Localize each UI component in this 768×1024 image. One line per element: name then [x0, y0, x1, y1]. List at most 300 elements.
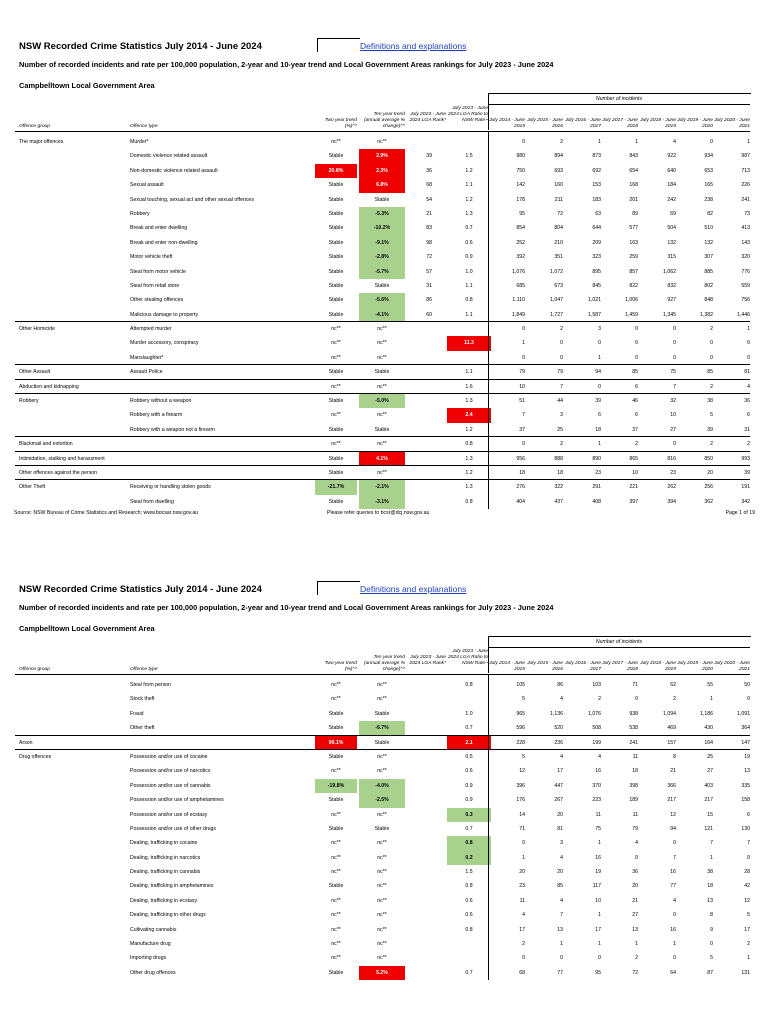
incident-count-cell: 1,345: [663, 311, 676, 318]
offence-type-cell: Importing drugs: [130, 955, 167, 962]
incident-count-cell: 804: [554, 225, 563, 232]
col-ten-year-trend: Ten year trend (annual average % change)^^: [363, 655, 405, 672]
ten-year-trend-cell: Stable: [374, 282, 390, 289]
incident-count-cell: 673: [554, 282, 563, 289]
lga-rank-cell: [405, 322, 432, 336]
lga-rank-cell: 83: [426, 225, 432, 232]
incident-count-cell: 0: [522, 955, 525, 962]
incident-count-cell: 6: [598, 412, 601, 419]
incident-count-cell: 199: [592, 739, 601, 746]
link-box: [317, 581, 360, 595]
offence-type-cell: Robbery without a weapon: [130, 398, 192, 405]
incident-count-cell: 850: [704, 455, 713, 462]
definitions-link[interactable]: Definitions and explanations: [360, 41, 467, 51]
incident-count-cell: 10: [595, 897, 601, 904]
col-year-3: July 2017 - June 2018: [602, 661, 638, 672]
incident-count-cell: 1: [598, 354, 601, 361]
incident-count-cell: 577: [629, 225, 638, 232]
incident-count-cell: 19: [744, 753, 750, 760]
incident-count-cell: 927: [667, 297, 676, 304]
two-year-trend-cell: Stable: [328, 225, 344, 232]
table-row: [0, 937, 768, 951]
offence-type-cell: Dealing, trafficking in amphetamines: [130, 883, 214, 890]
lga-rank-cell: 72: [426, 254, 432, 261]
offence-type-cell: Other stealing offences: [130, 297, 184, 304]
lga-rank-cell: [405, 365, 432, 379]
incident-count-cell: 469: [667, 725, 676, 732]
lga-rank-cell: 57: [426, 268, 432, 275]
table-row: [0, 408, 768, 422]
two-year-trend-cell: nc**: [331, 897, 341, 904]
incident-count-cell: 2: [710, 441, 713, 448]
incident-count-cell: 25: [707, 753, 713, 760]
ten-year-trend-cell: nc**: [377, 955, 387, 962]
col-year-1: July 2015 - June 2016: [527, 118, 563, 129]
ten-year-trend-cell: nc**: [377, 326, 387, 333]
lga-rank-cell: [405, 736, 432, 750]
incident-count-cell: 2: [747, 941, 750, 948]
ratio-nsw-cell: 1.2: [465, 469, 473, 476]
incident-count-cell: 0: [635, 696, 638, 703]
incident-count-cell: 176: [516, 797, 525, 804]
table-row: [0, 822, 768, 836]
lga-rank-cell: [405, 480, 432, 494]
incident-count-cell: 0: [710, 139, 713, 145]
incident-count-cell: 201: [629, 196, 638, 203]
ratio-nsw-cell: 1.6: [465, 383, 473, 390]
lga-rank-cell: [405, 380, 432, 394]
offence-group-cell: Blackmail and extortion: [19, 441, 73, 448]
ratio-nsw-cell: 1.3: [465, 455, 473, 462]
table-row: [0, 149, 768, 163]
incident-count-cell: 1: [747, 955, 750, 962]
incident-count-cell: 504: [667, 225, 676, 232]
ratio-nsw-cell: 0.7: [465, 825, 473, 832]
ratio-nsw-cell: 1.0: [465, 268, 473, 275]
incident-count-cell: 351: [554, 254, 563, 261]
incident-count-cell: 0: [522, 139, 525, 145]
two-year-trend-cell: nc**: [331, 941, 341, 948]
incident-count-cell: 873: [592, 153, 601, 160]
incident-count-cell: 0: [598, 340, 601, 347]
offence-type-cell: Manufacture drug: [130, 941, 171, 948]
incident-count-cell: 50: [744, 682, 750, 688]
incident-count-cell: 13: [744, 768, 750, 775]
ratio-nsw-cell: [447, 351, 491, 365]
incident-count-cell: 392: [516, 254, 525, 261]
incident-count-cell: 1,727: [550, 311, 563, 318]
ratio-nsw-cell: 0.8: [465, 297, 473, 304]
incident-count-cell: 364: [741, 725, 750, 732]
table-row: [0, 265, 768, 279]
table-row: [0, 193, 768, 207]
two-year-trend-cell: nc**: [331, 840, 341, 847]
incident-count-cell: 23: [519, 883, 525, 890]
incident-count-cell: 21: [670, 768, 676, 775]
offence-type-cell: Malicious damage to property: [130, 311, 199, 318]
two-year-trend-cell: Stable: [328, 268, 344, 275]
two-year-trend-cell: Stable: [328, 398, 344, 405]
ratio-nsw-cell: 0.3: [447, 808, 491, 822]
table-row: [0, 336, 768, 350]
two-year-trend-cell: Stable: [328, 753, 344, 760]
ratio-nsw-cell: 1.3: [465, 398, 473, 405]
incident-count-cell: 39: [744, 469, 750, 476]
incident-count-cell: 895: [592, 268, 601, 275]
incident-count-cell: 12: [744, 897, 750, 904]
footer-source: Source: NSW Bureau of Crime Statistics and Research; www.bocsar.nsw.gov.au: [14, 510, 199, 516]
ratio-nsw-cell: 0.9: [465, 797, 473, 804]
incident-count-cell: 394: [667, 498, 676, 505]
incident-count-cell: 510: [704, 225, 713, 232]
incident-count-cell: 396: [516, 782, 525, 789]
incident-count-cell: 4: [560, 753, 563, 760]
incident-count-cell: 0: [673, 912, 676, 919]
ratio-nsw-cell: [447, 135, 491, 149]
incident-count-cell: 71: [519, 825, 525, 832]
two-year-trend-cell: 99.1%: [315, 736, 357, 750]
table-row: [0, 437, 768, 451]
two-year-trend-cell: nc**: [331, 696, 341, 703]
lga-rank-cell: [405, 452, 432, 466]
incident-count-cell: 854: [516, 225, 525, 232]
incident-count-cell: 62: [670, 682, 676, 688]
incident-count-cell: 956: [516, 455, 525, 462]
incident-count-cell: 447: [554, 782, 563, 789]
ten-year-trend-cell: nc**: [377, 768, 387, 775]
incident-count-cell: 164: [704, 739, 713, 746]
incident-count-cell: 7: [673, 854, 676, 861]
lga-rank-cell: [405, 707, 432, 721]
incident-count-cell: 241: [629, 739, 638, 746]
lga-rank-cell: 54: [426, 196, 432, 203]
ratio-nsw-cell: 0.8: [465, 926, 473, 933]
table-row: [0, 480, 768, 494]
offence-group-cell: Other Assault: [19, 369, 51, 376]
ten-year-trend-cell: Stable: [374, 825, 390, 832]
footer-queries: Please refer queries to bcsr@dcj.nsw.gov.au: [327, 510, 430, 516]
offence-type-cell: Steal from dwelling: [130, 498, 174, 505]
incident-count-cell: 209: [592, 239, 601, 246]
lga-rank-cell: [405, 865, 432, 879]
lga-rank-cell: [405, 135, 432, 149]
table-row: [0, 178, 768, 192]
two-year-trend-cell: nc**: [331, 682, 341, 688]
col-year-6: July 2020 - June 2021: [714, 118, 750, 129]
incident-count-cell: 4: [673, 897, 676, 904]
incident-count-cell: 816: [667, 455, 676, 462]
incident-count-cell: 508: [592, 725, 601, 732]
two-year-trend-cell: Stable: [328, 455, 344, 462]
ten-year-trend-cell: 4.1%: [359, 452, 405, 466]
col-offence-group: Offence group: [19, 124, 50, 129]
ratio-nsw-cell: 0.7: [465, 725, 473, 732]
ratio-nsw-cell: 0.7: [465, 225, 473, 232]
incident-count-cell: 55: [707, 682, 713, 688]
incident-count-cell: 0: [560, 354, 563, 361]
ratio-nsw-cell: 1.1: [465, 282, 473, 289]
offence-type-cell: Dealing, trafficking in ecstasy: [130, 897, 198, 904]
ratio-nsw-cell: 0.6: [465, 897, 473, 904]
two-year-trend-cell: nc**: [331, 326, 341, 333]
incident-count-cell: 4: [598, 753, 601, 760]
incident-count-cell: 183: [592, 196, 601, 203]
incident-count-cell: 31: [744, 426, 750, 433]
offence-type-cell: Sexual assault: [130, 182, 164, 189]
incident-count-cell: 596: [516, 725, 525, 732]
incident-count-cell: 20: [707, 469, 713, 476]
table-row: [0, 793, 768, 807]
incident-count-cell: 267: [554, 797, 563, 804]
incident-count-cell: 2: [560, 139, 563, 145]
incident-count-cell: 95: [595, 969, 601, 976]
ratio-nsw-cell: 1.1: [465, 182, 473, 189]
table-row: [0, 236, 768, 250]
two-year-trend-cell: nc**: [331, 354, 341, 361]
incident-count-cell: 16: [595, 768, 601, 775]
incident-count-cell: 10: [670, 412, 676, 419]
incident-count-cell: 335: [741, 782, 750, 789]
ten-year-trend-cell: 5.2%: [359, 966, 405, 980]
lga-rank-cell: 86: [426, 297, 432, 304]
incident-count-cell: 1: [522, 854, 525, 861]
lga-rank-cell: [405, 721, 432, 735]
ten-year-trend-cell: nc**: [377, 897, 387, 904]
ten-year-trend-cell: nc**: [377, 883, 387, 890]
ten-year-trend-cell: -3.1%: [359, 495, 405, 509]
incident-count-cell: 142: [516, 182, 525, 189]
two-year-trend-cell: Stable: [328, 282, 344, 289]
incident-count-cell: 75: [595, 825, 601, 832]
incident-count-cell: 843: [629, 153, 638, 160]
ratio-nsw-cell: 0.7: [465, 969, 473, 976]
incident-count-cell: 252: [516, 239, 525, 246]
offence-type-cell: Possession and/or use of ecstasy: [130, 811, 208, 818]
incident-count-cell: 0: [673, 326, 676, 333]
incident-count-cell: 11: [632, 753, 638, 760]
body-divider: [488, 131, 489, 509]
incident-count-cell: 2: [522, 941, 525, 948]
table-row: [0, 452, 768, 466]
footer-page-number: Page 1 of 19: [725, 510, 755, 516]
incident-count-cell: 68: [519, 969, 525, 976]
incident-count-cell: 11: [595, 811, 601, 818]
incident-count-cell: 18: [707, 883, 713, 890]
lga-rank-cell: [405, 750, 432, 764]
incident-count-cell: 25: [557, 426, 563, 433]
incident-count-cell: 37: [519, 426, 525, 433]
lga-rank-cell: 39: [426, 153, 432, 160]
incident-count-cell: 9: [710, 926, 713, 933]
table-row: [0, 764, 768, 778]
two-year-trend-cell: Stable: [328, 883, 344, 890]
ten-year-trend-cell: nc**: [377, 383, 387, 390]
incidents-rule: [488, 104, 750, 105]
two-year-trend-cell: nc**: [331, 926, 341, 933]
incident-count-cell: 132: [667, 239, 676, 246]
incident-count-cell: 0: [673, 840, 676, 847]
ten-year-trend-cell: nc**: [377, 926, 387, 933]
incident-count-cell: 87: [707, 969, 713, 976]
lga-rank-cell: [405, 822, 432, 836]
incident-count-cell: 11: [632, 811, 638, 818]
incident-count-cell: 0: [560, 955, 563, 962]
incident-count-cell: 1: [598, 912, 601, 919]
offence-type-cell: Non-domestic violence related assault: [130, 167, 218, 174]
ten-year-trend-cell: -4.0%: [359, 779, 405, 793]
ten-year-trend-cell: nc**: [377, 139, 387, 145]
incident-count-cell: 6: [747, 412, 750, 419]
offence-type-cell: Receiving or handling stolen goods: [130, 484, 211, 491]
incident-count-cell: 0: [635, 354, 638, 361]
lga-rank-cell: [405, 779, 432, 793]
ratio-nsw-cell: 0.8: [465, 498, 473, 505]
incident-count-cell: 95: [519, 210, 525, 217]
incident-count-cell: 178: [516, 196, 525, 203]
offence-type-cell: Cultivating cannabis: [130, 926, 177, 933]
lga-rank-cell: [405, 394, 432, 408]
ten-year-trend-cell: 2.3%: [359, 164, 405, 178]
incident-count-cell: 226: [741, 182, 750, 189]
two-year-trend-cell: nc**: [331, 854, 341, 861]
incident-count-cell: 845: [592, 282, 601, 289]
incident-count-cell: 7: [560, 383, 563, 390]
lga-rank-cell: [405, 793, 432, 807]
incident-count-cell: 94: [595, 369, 601, 376]
incident-count-cell: 11: [519, 897, 525, 904]
incident-count-cell: 82: [707, 210, 713, 217]
incident-count-cell: 1,110: [512, 297, 525, 304]
col-offence-type: Offence type: [130, 667, 158, 672]
ten-year-trend-cell: -5.3%: [359, 207, 405, 221]
offence-type-cell: Assault Police: [130, 369, 163, 376]
incident-count-cell: 756: [741, 297, 750, 304]
col-year-0: July 2014 - June 2015: [489, 661, 525, 672]
offence-type-cell: Robbery: [130, 210, 150, 217]
two-year-trend-cell: Stable: [328, 825, 344, 832]
two-year-trend-cell: Stable: [328, 311, 344, 318]
incident-count-cell: 13: [632, 926, 638, 933]
incident-count-cell: 276: [516, 484, 525, 491]
col-year-2: July 2016 - June 2017: [565, 118, 601, 129]
lga-rank-cell: [405, 423, 432, 437]
two-year-trend-cell: -21.7%: [315, 480, 357, 494]
ten-year-trend-cell: 2.9%: [359, 149, 405, 163]
ten-year-trend-cell: nc**: [377, 469, 387, 476]
incident-count-cell: 79: [632, 825, 638, 832]
incident-count-cell: 77: [670, 883, 676, 890]
offence-type-cell: Possession and/or use of amphetamines: [130, 797, 224, 804]
offence-type-cell: Break and enter non-dwelling: [130, 239, 198, 246]
ratio-nsw-cell: 2.4: [447, 408, 491, 422]
incident-count-cell: 938: [629, 710, 638, 717]
offence-group-cell: Other Homicide: [19, 326, 56, 333]
incident-count-cell: 1: [598, 840, 601, 847]
incident-count-cell: 163: [629, 239, 638, 246]
incident-count-cell: 1: [747, 139, 750, 145]
incident-count-cell: 12: [670, 811, 676, 818]
incident-count-cell: 4: [747, 383, 750, 390]
lga-name: Campbelltown Local Government Area: [19, 624, 155, 633]
incident-count-cell: 7: [560, 912, 563, 919]
incident-count-cell: 105: [516, 682, 525, 688]
incident-count-cell: 27: [707, 768, 713, 775]
incident-count-cell: 0: [635, 326, 638, 333]
incident-count-cell: 538: [629, 725, 638, 732]
incident-count-cell: 430: [704, 725, 713, 732]
ratio-nsw-cell: 0.9: [465, 782, 473, 789]
incident-count-cell: 242: [667, 196, 676, 203]
ratio-nsw-cell: 1.3: [465, 210, 473, 217]
incident-count-cell: 3: [560, 412, 563, 419]
incident-count-cell: 6: [635, 412, 638, 419]
offence-type-cell: Stock theft: [130, 696, 155, 703]
table-row: [0, 250, 768, 264]
table-row: [0, 779, 768, 793]
incident-count-cell: 6: [635, 383, 638, 390]
incident-count-cell: 848: [704, 297, 713, 304]
incident-count-cell: 0: [522, 326, 525, 333]
offence-type-cell: Murder accessory, conspiracy: [130, 340, 199, 347]
incident-count-cell: 121: [704, 825, 713, 832]
incident-count-cell: 934: [704, 153, 713, 160]
incident-count-cell: 693: [554, 167, 563, 174]
incident-count-cell: 256: [704, 484, 713, 491]
incident-count-cell: 980: [516, 153, 525, 160]
incident-count-cell: 38: [707, 869, 713, 876]
incident-count-cell: 238: [704, 196, 713, 203]
col-year-5: July 2019 - June 2020: [677, 118, 713, 129]
ten-year-trend-cell: nc**: [377, 840, 387, 847]
ten-year-trend-cell: nc**: [377, 869, 387, 876]
incident-count-cell: 4: [560, 854, 563, 861]
incident-count-cell: 77: [557, 969, 563, 976]
lga-rank-cell: [405, 466, 432, 480]
incident-count-cell: 1,047: [550, 297, 563, 304]
table-row: [0, 808, 768, 822]
incident-count-cell: 1,136: [550, 710, 563, 717]
incident-count-cell: 1: [673, 941, 676, 948]
incident-count-cell: 315: [667, 254, 676, 261]
lga-rank-cell: 68: [426, 182, 432, 189]
incident-count-cell: 1: [635, 941, 638, 948]
ratio-nsw-cell: 1.2: [465, 426, 473, 433]
incident-count-cell: 103: [592, 682, 601, 688]
definitions-link[interactable]: Definitions and explanations: [360, 584, 467, 594]
incident-count-cell: 2: [635, 955, 638, 962]
incidents-rule: [488, 647, 750, 648]
incident-count-cell: 39: [707, 426, 713, 433]
incident-count-cell: 5: [710, 412, 713, 419]
two-year-trend-cell: Stable: [328, 239, 344, 246]
table-row: [0, 966, 768, 980]
incident-count-cell: 713: [741, 167, 750, 174]
incident-count-cell: 32: [670, 398, 676, 405]
incident-count-cell: 1: [598, 441, 601, 448]
incident-count-cell: 131: [741, 969, 750, 976]
table-row: [0, 207, 768, 221]
col-offence-type: Offence type: [130, 124, 158, 129]
ratio-nsw-cell: 0.6: [465, 239, 473, 246]
table-row: [0, 466, 768, 480]
incident-count-cell: 94: [670, 825, 676, 832]
ten-year-trend-cell: -10.2%: [359, 221, 405, 235]
number-of-incidents-label: Number of incidents: [595, 639, 643, 645]
incident-count-cell: 13: [557, 926, 563, 933]
incident-count-cell: 403: [704, 782, 713, 789]
incident-count-cell: 73: [744, 210, 750, 217]
two-year-trend-cell: Stable: [328, 210, 344, 217]
